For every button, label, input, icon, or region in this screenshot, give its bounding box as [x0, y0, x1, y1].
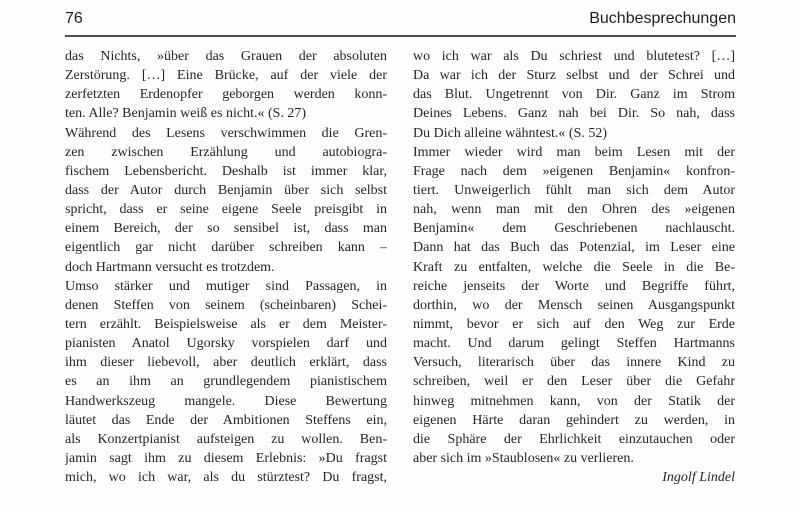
text-line: doch Hartmann versucht es trotzdem. — [65, 259, 275, 275]
text-line: Benjamin« dem Geschriebenen nachlauscht. — [413, 221, 735, 237]
right-column-lines — [413, 47, 735, 468]
text-line: zerfetzten Erdenopfer geborgen werden konn- — [65, 87, 387, 103]
text-columns — [65, 47, 736, 487]
text-line: fischem Lebensbericht. Deshalb ist immer klar, — [65, 163, 387, 179]
text-line: wo ich war als Du schriest und blutetest? […] — [413, 49, 735, 64]
text-line: Dann hat das Buch das Potenzial, im Leser eine — [413, 240, 735, 256]
text-line: Du Dich alleine wähntest.« (S. 52) — [413, 125, 608, 141]
text-line: Versuch, literarisch über das innere Kind zu — [413, 355, 735, 371]
page-content — [65, 10, 736, 487]
text-line: schreiben, weil er den Leser über die Gefahr — [413, 374, 735, 390]
text-line: tiert. Unweigerlich fühlt man sich dem Autor — [413, 182, 735, 198]
text-line: Handwerkszeug mangele. Diese Bewertung — [65, 393, 387, 409]
text-line: Frage nach dem »eigenen Benjamin« konfron- — [413, 163, 735, 179]
text-line: nah, wenn man mit den Ohren des »eigenen — [413, 202, 735, 218]
text-line: Zerstörung. […] Eine Brücke, auf der viele der — [65, 68, 387, 84]
text-line: einem Bereich, der so sensibel ist, dass man — [65, 221, 387, 237]
text-line: tern erzählt. Beispielsweise als er dem Meister- — [65, 316, 387, 332]
text-line: reiche jenseits der Worte und Begriffe führt, — [413, 278, 735, 294]
text-line: jamin sagt ihm zu diesem Erlebnis: »Du fragst — [65, 450, 387, 466]
text-line: mich, wo ich war, als du stürztest? Du fragst, — [65, 470, 387, 486]
text-line: spricht, dass er seine eigene Seele preisgibt in — [65, 202, 387, 218]
text-line: Immer wieder wird man beim Lesen mit der — [413, 144, 735, 160]
byline: Ingolf Lindel — [662, 470, 735, 486]
header-rule — [65, 35, 736, 37]
text-line: läutet das Ende der Ambitionen Steffens ein, — [65, 412, 387, 428]
text-line: zen zwischen Erzählung und autobiogra- — [65, 144, 387, 160]
text-line: Während des Lesens verschwimmen die Gren- — [65, 125, 387, 141]
text-line: pianisten Anatol Ugorsky vorspielen darf und — [65, 336, 387, 352]
page-header — [65, 10, 736, 35]
text-line: denen Steffen von seinem (scheinbaren) Schei- — [65, 297, 387, 313]
text-line: dorthin, wo der Mensch seinen Ausgangspunkt — [413, 297, 735, 313]
text-line: macht. Und darum gelingt Steffen Hartmanns — [413, 336, 735, 352]
text-line: ten. Alle? Benjamin weiß es nicht.« (S. 27) — [65, 106, 307, 122]
text-line: hinweg mitnehmen kann, von der Statik der — [413, 393, 735, 409]
page-number: 76 — [65, 10, 83, 27]
text-line: aber sich im »Staublosen« zu verlieren. — [413, 450, 634, 466]
text-line: Kraft zu entfalten, welche die Seele in die Be- — [413, 259, 735, 275]
text-line: nimmt, bevor er sich auf den Weg zur Erde — [413, 316, 735, 332]
left-column — [65, 47, 387, 487]
text-line: eigenen Härte daran gehindert zu werden, in — [413, 412, 735, 428]
text-line: die Sphäre der Ehrlichkeit einzutauchen oder — [413, 431, 735, 447]
text-line: ihm dieser liebevoll, aber deutlich erklärt, dass — [65, 355, 387, 371]
text-line: Deines Lebens. Ganz nah bei Dir. So nah, dass — [413, 106, 735, 122]
text-line: dass der Autor durch Benjamin über sich selbst — [65, 182, 387, 198]
text-line: es an ihm an grundlegendem pianistischem — [65, 374, 387, 390]
section-title: Buchbesprechungen — [589, 10, 736, 27]
text-line: als Konzertpianist aufsteigen zu wollen. Ben- — [65, 431, 387, 447]
text-line: das Nichts, »über das Grauen der absoluten — [65, 49, 387, 64]
text-line: eigentlich gar nicht darüber schreiben kann – — [65, 240, 387, 256]
text-line: das Blut. Ungetrennt von Dir. Ganz im Strom — [413, 87, 735, 103]
text-line: Da war ich der Sturz selbst und der Schrei und — [413, 68, 735, 84]
right-column — [413, 47, 735, 487]
text-line: Umso stärker und mutiger sind Passagen, in — [65, 278, 387, 294]
